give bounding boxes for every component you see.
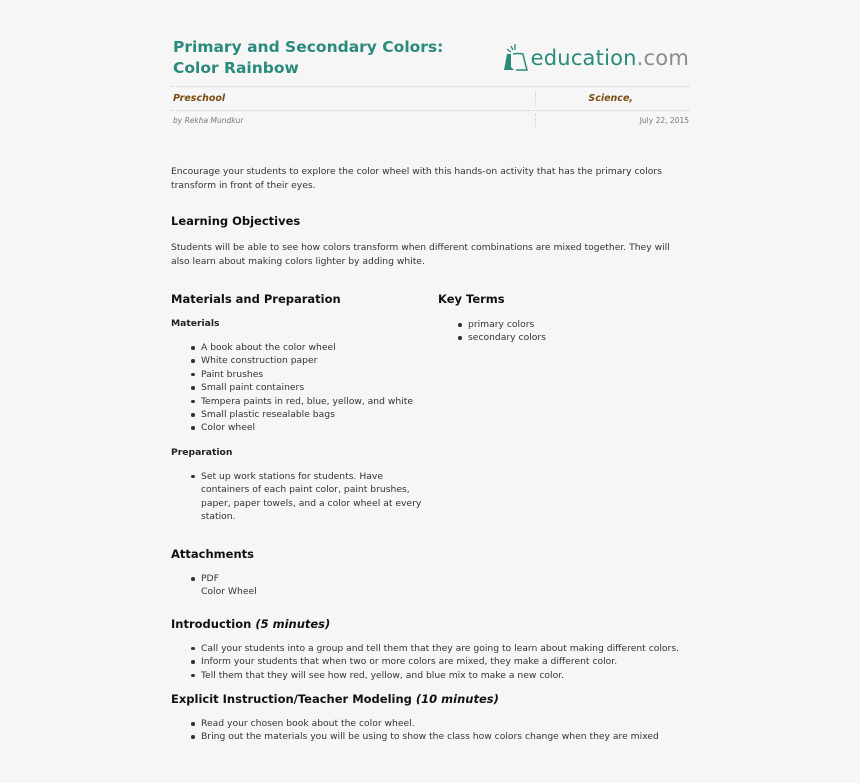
preparation-heading: Preparation: [171, 446, 233, 458]
materials-list: [171, 341, 431, 435]
introduction-list: [171, 642, 689, 682]
title-line-2: Color Rainbow: [173, 59, 299, 77]
learning-objectives-section: [171, 214, 689, 268]
list-item: White construction paper: [201, 354, 431, 367]
introduction-duration: (5 minutes): [255, 616, 331, 631]
title-line-1: Primary and Secondary Colors:: [173, 38, 444, 56]
page-header: [171, 36, 689, 86]
page-title: [173, 37, 443, 79]
materials-keyterms-columns: [171, 292, 689, 532]
column-divider: [535, 114, 536, 128]
publish-date: July 22, 2015: [639, 116, 689, 125]
list-item: A book about the color wheel: [201, 341, 431, 354]
list-item: Set up work stations for students. Have containers of each paint color, paint brushes, paper, paper towels, and a color wheel at every station.: [201, 470, 426, 524]
worksheet-page: [171, 36, 689, 744]
attachment-type: PDF: [201, 572, 689, 585]
list-item: Tell them that they will see how red, yellow, and blue mix to make a new color.: [201, 669, 689, 682]
list-item: Tempera paints in red, blue, yellow, and white: [201, 395, 431, 408]
list-item: Small plastic resealable bags: [201, 408, 431, 421]
explicit-instruction-list: [171, 717, 689, 744]
explicit-instruction-heading: Explicit Instruction/Teacher Modeling (10 minutes): [171, 692, 499, 707]
attachment-link[interactable]: Color Wheel: [201, 586, 257, 598]
author: by Rekha Mundkur: [173, 116, 244, 125]
introduction-section: [171, 617, 689, 682]
list-item: primary colors: [468, 318, 688, 331]
preparation-list: [171, 470, 426, 524]
grade-level[interactable]: Preschool: [173, 93, 226, 104]
list-item: secondary colors: [468, 331, 688, 344]
list-item: Paint brushes: [201, 368, 431, 381]
list-item: Small paint containers: [201, 381, 431, 394]
education-book-icon: [503, 43, 529, 73]
attachments-list: [171, 572, 689, 599]
key-terms-section: [438, 292, 688, 345]
explicit-instruction-duration: (10 minutes): [415, 692, 499, 707]
subject[interactable]: Science,: [588, 93, 633, 104]
key-terms-list: [438, 318, 688, 345]
materials-heading: Materials: [171, 318, 220, 329]
attachments-heading: Attachments: [171, 547, 254, 561]
meta-row: [171, 86, 689, 110]
learning-objectives-text: Students will be able to see how colors transform when different combinations are mixed together. They will also learn about making colors lighter by adding white.: [171, 242, 670, 267]
learning-objectives-heading: Learning Objectives: [171, 214, 301, 228]
list-item: Bring out the materials you will be using to show the class how colors change when they are mixed: [201, 730, 689, 743]
column-divider: [535, 92, 536, 106]
list-item: Call your students into a group and tell them that they are going to learn about making different colors.: [201, 642, 689, 655]
author-row: [171, 110, 689, 135]
logo-text: education.com: [530, 46, 689, 70]
materials-preparation-heading: Materials and Preparation: [171, 292, 341, 306]
key-terms-heading: Key Terms: [438, 292, 505, 306]
intro-text: Encourage your students to explore the color wheel with this hands-on activity that has the primary colors transform in front of their eyes.: [171, 166, 662, 191]
materials-and-preparation-section: [171, 292, 431, 523]
list-item: Inform your students that when two or more colors are mixed, they make a different color.: [201, 655, 689, 668]
list-item: Color wheel: [201, 421, 431, 434]
explicit-instruction-section: [171, 692, 689, 744]
education-com-logo[interactable]: [503, 42, 689, 74]
list-item: Read your chosen book about the color wheel.: [201, 717, 689, 730]
introduction-heading: Introduction (5 minutes): [171, 616, 331, 631]
attachments-section: [171, 547, 689, 599]
